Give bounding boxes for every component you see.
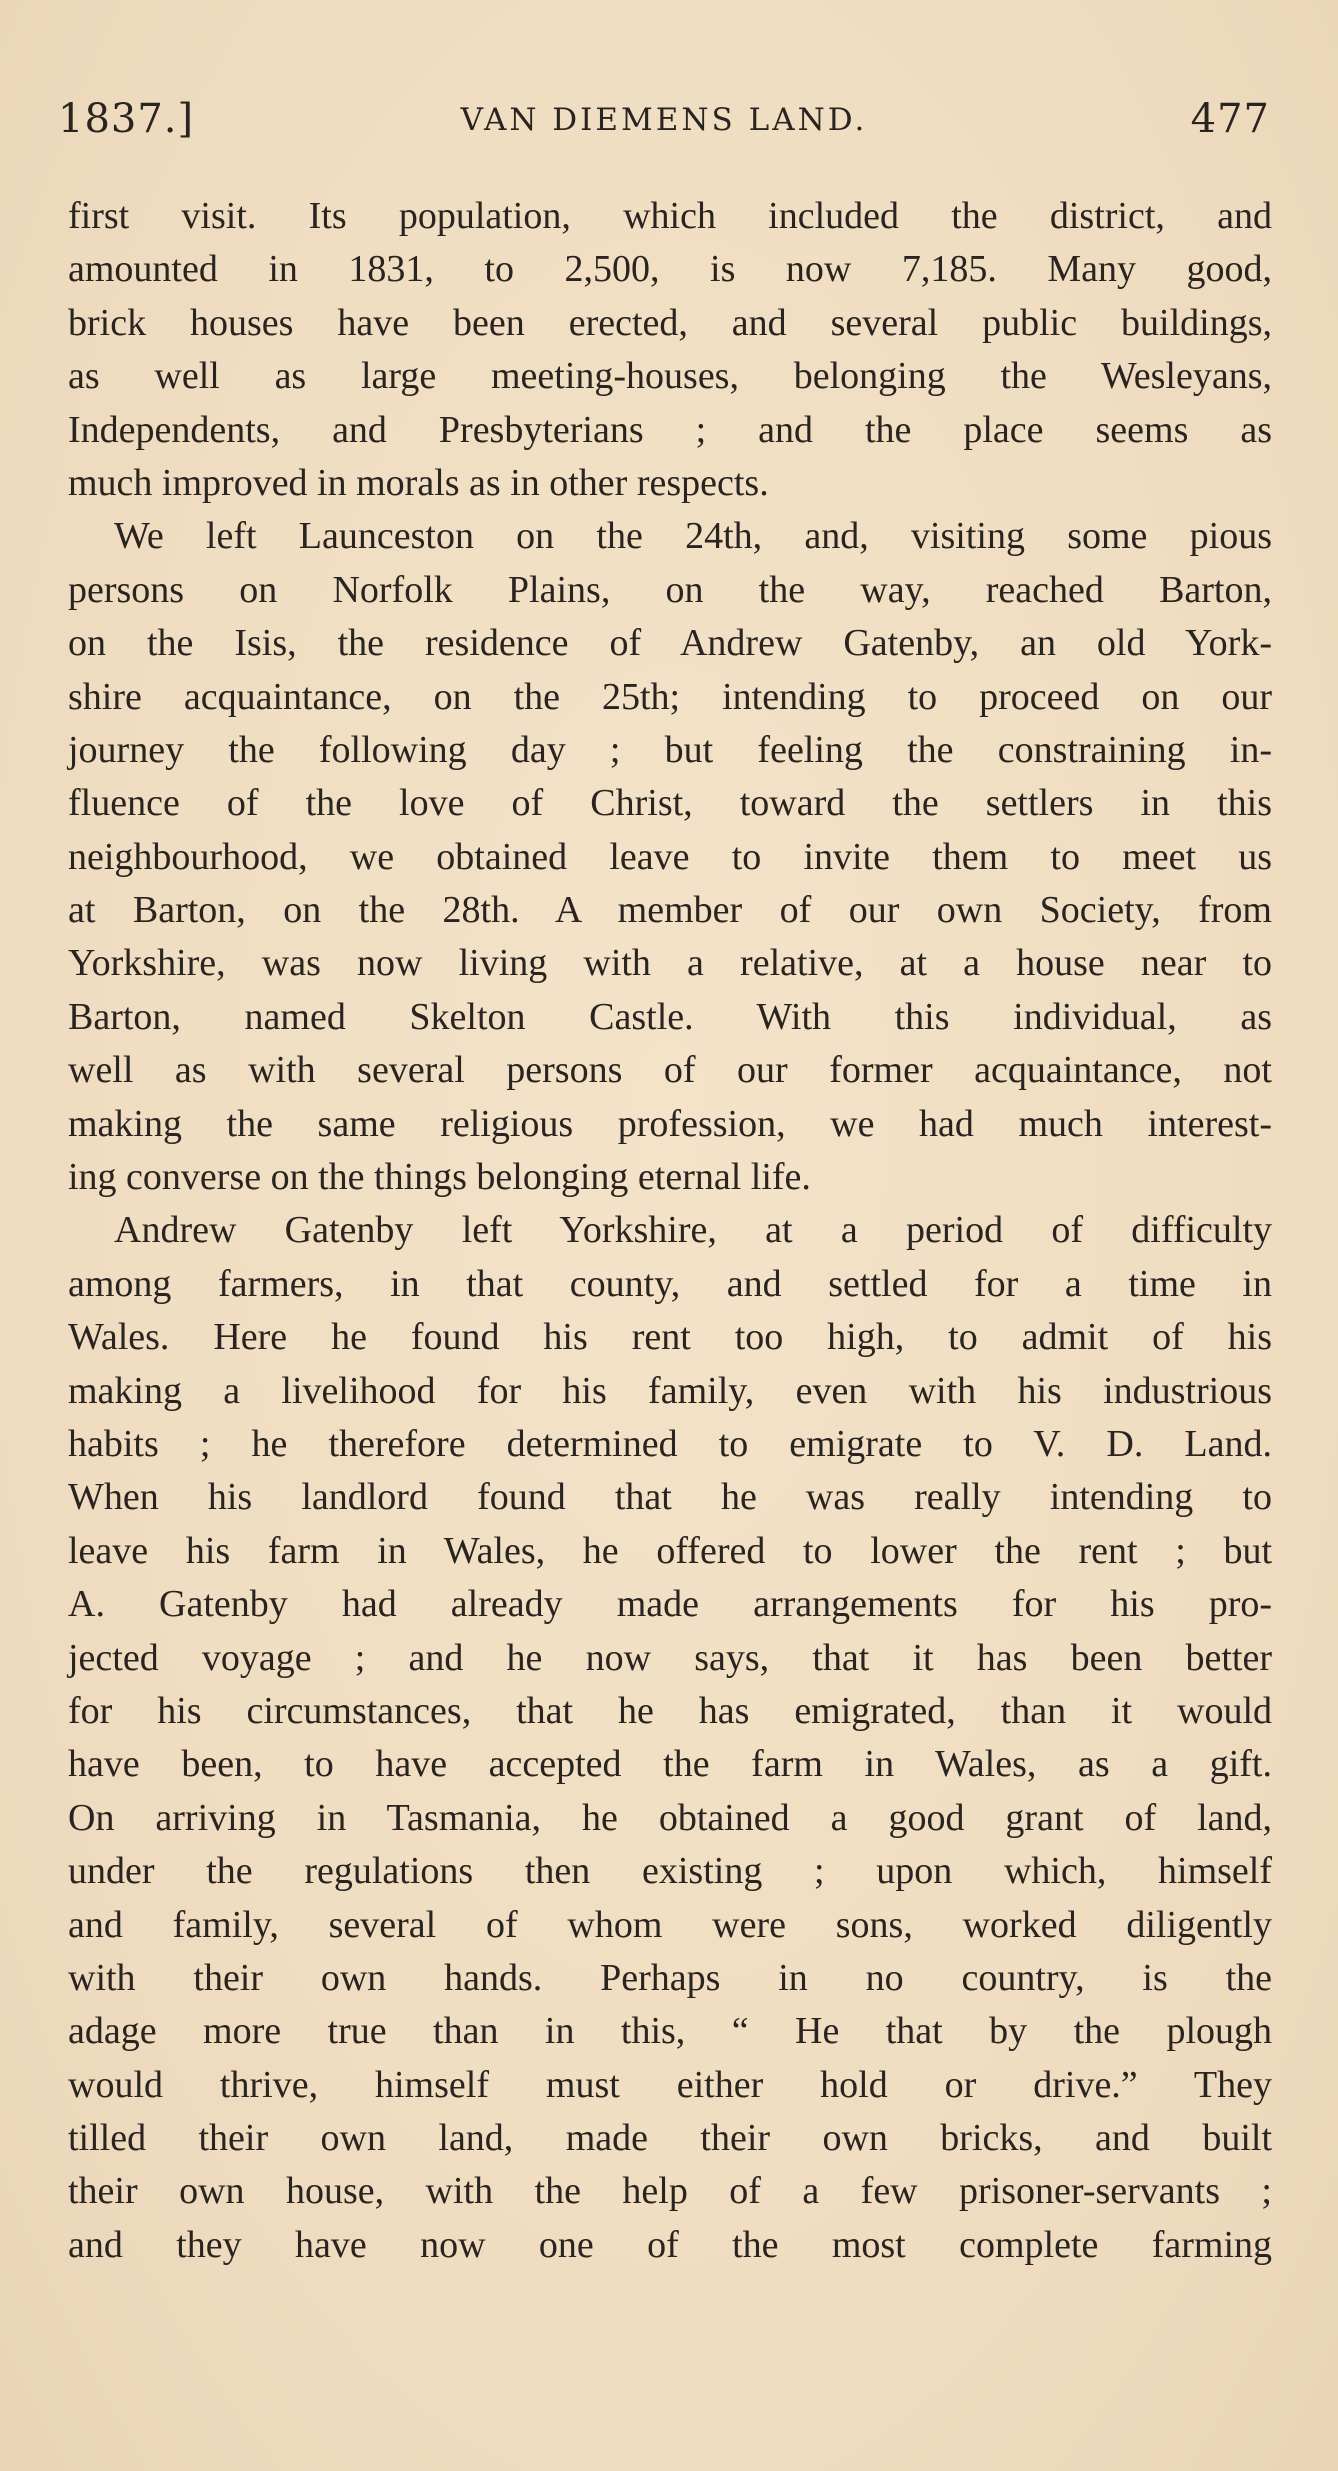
text-line: When his landlord found that he was really intending to [68, 1476, 1272, 1519]
text-line: making a livelihood for his family, even with his industrious [68, 1369, 1272, 1412]
text-line: as well as large meeting-houses, belonging the Wesleyans, [68, 355, 1272, 398]
text-line: on the Isis, the residence of Andrew Gatenby, an old York- [68, 622, 1272, 665]
text-line: tilled their own land, made their own bricks, and built [68, 2117, 1272, 2160]
text-line: adage more true than in this, “ He that by the plough [68, 2010, 1272, 2053]
text-line: On arriving in Tasmania, he obtained a good grant of land, [68, 1796, 1272, 1839]
text-line: shire acquaintance, on the 25th; intending to proceed on our [68, 675, 1272, 718]
text-line: ing converse on the things belonging eternal life. [68, 1156, 811, 1199]
text-line: Wales. Here he found his rent too high, to admit of his [68, 1316, 1272, 1359]
text-line: among farmers, in that county, and settled for a time in [68, 1262, 1272, 1305]
text-line: leave his farm in Wales, he offered to lower the rent ; but [68, 1529, 1272, 1572]
text-line: habits ; he therefore determined to emigrate to V. D. Land. [68, 1422, 1272, 1465]
text-line: first visit. Its population, which included the district, and [68, 195, 1272, 237]
text-line: amounted in 1831, to 2,500, is now 7,185. Many good, [68, 248, 1272, 291]
running-header [58, 96, 1270, 156]
text-line: A. Gatenby had already made arrangements for his pro- [68, 1583, 1272, 1626]
text-line: Independents, and Presbyterians ; and the place seems as [68, 408, 1272, 451]
body-text [68, 190, 1272, 2272]
text-line: much improved in morals as in other respects. [68, 461, 769, 504]
text-line: at Barton, on the 28th. A member of our own Society, from [68, 889, 1272, 932]
paragraph-start-line: Andrew Gatenby left Yorkshire, at a period of difficulty [114, 1209, 1272, 1252]
text-line: journey the following day ; but feeling the constraining in- [68, 728, 1272, 771]
text-line: and family, several of whom were sons, worked diligently [68, 1903, 1272, 1946]
text-line: with their own hands. Perhaps in no country, is the [68, 1956, 1272, 1999]
text-line: well as with several persons of our former acquaintance, not [68, 1049, 1272, 1092]
text-line: neighbourhood, we obtained leave to invite them to meet us [68, 835, 1272, 878]
text-line: for his circumstances, that he has emigrated, than it would [68, 1689, 1272, 1732]
page-number: 477 [1190, 96, 1270, 142]
text-line: brick houses have been erected, and several public buildings, [68, 301, 1272, 344]
text-line: have been, to have accepted the farm in Wales, as a gift. [68, 1743, 1272, 1786]
text-line: jected voyage ; and he now says, that it has been better [68, 1636, 1272, 1679]
text-line: persons on Norfolk Plains, on the way, reached Barton, [68, 568, 1272, 611]
paragraph-start-line: We left Launceston on the 24th, and, visiting some pious [114, 515, 1272, 558]
text-line: would thrive, himself must either hold or drive.” They [68, 2063, 1272, 2106]
text-line: their own house, with the help of a few prisoner-servants ; [68, 2170, 1272, 2213]
header-year: 1837.] [58, 96, 195, 142]
text-line: Barton, named Skelton Castle. With this individual, as [68, 995, 1272, 1038]
text-line: Yorkshire, was now living with a relative, at a house near to [68, 942, 1272, 985]
header-title: VAN DIEMENS LAND. [460, 102, 868, 138]
text-line: making the same religious profession, we had much interest- [68, 1102, 1272, 1145]
text-line: fluence of the love of Christ, toward the settlers in this [68, 782, 1272, 825]
text-line: and they have now one of the most complete farming [68, 2223, 1272, 2266]
text-line: under the regulations then existing ; upon which, himself [68, 1850, 1272, 1893]
